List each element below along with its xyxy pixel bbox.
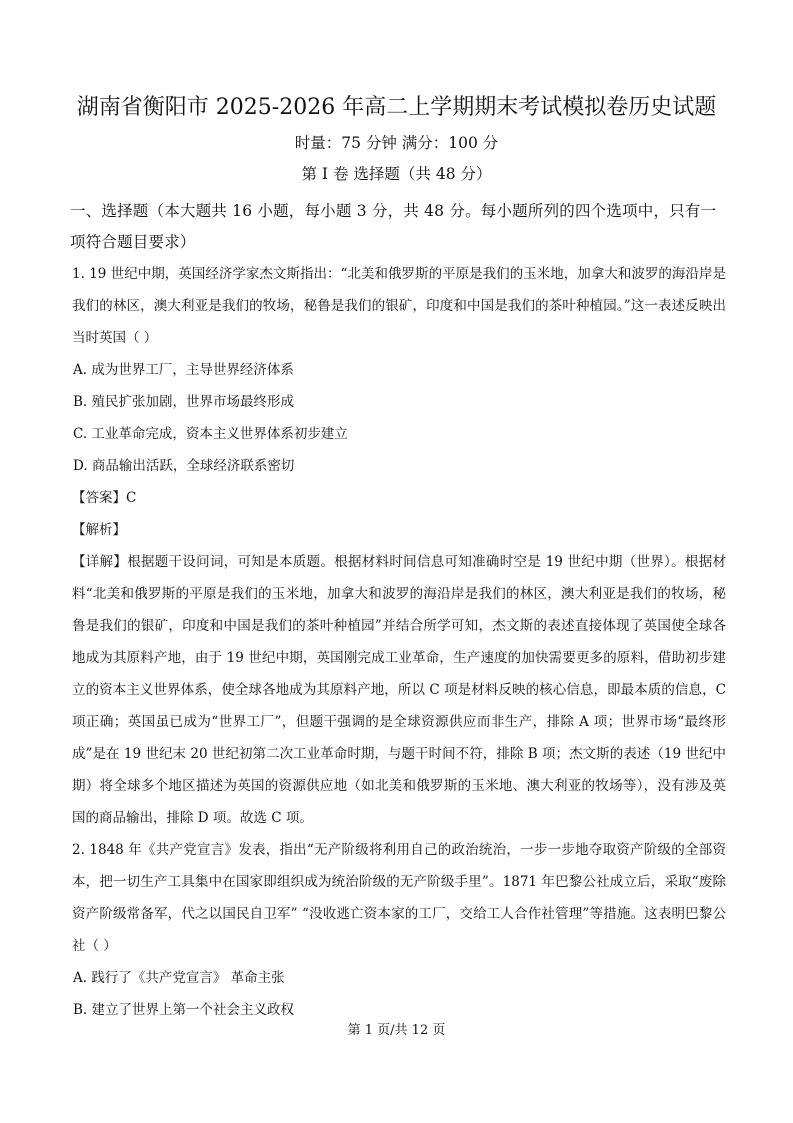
section-heading: 一、选择题（本大题共 16 小题，每小题 3 分，共 48 分。每小题所列的四个选项中，只有一项符合题目要求） bbox=[70, 202, 717, 251]
question-1-stem: 1. 19 世纪中期，英国经济学家杰文斯指出：“北美和俄罗斯的平原是我们的玉米地，加拿大和波罗的海沿岸是我们的林区，澳大利亚是我们的牧场，秘鲁是我们的银矿，印度和中国是我们的茶叶种植园。”这一表述反映出当时英国（ ） bbox=[72, 266, 726, 346]
volume-heading: 第 I 卷 选择题（共 48 分） bbox=[301, 165, 492, 183]
question-1-option-d: D. 商品输出活跃，全球经济联系密切 bbox=[73, 458, 295, 474]
page-title: 湖南省衡阳市 2025-2026 年高二上学期期末考试模拟卷历史试题 bbox=[76, 95, 717, 120]
question-1-answer bbox=[72, 482, 726, 514]
exam-time-and-score: 时量：75 分钟 满分：100 分 bbox=[294, 134, 499, 152]
question-body bbox=[72, 258, 726, 1026]
question-1-analysis-label: 【解析】 bbox=[72, 522, 126, 538]
question-1-option-a: A. 成为世界工厂，主导世界经济体系 bbox=[73, 362, 294, 378]
question-1-option-b: B. 殖民扩张加剧，世界市场最终形成 bbox=[73, 394, 295, 410]
page-footer: 第 1 页/共 12 页 bbox=[347, 1023, 446, 1038]
question-1-option-c: C. 工业革命完成，资本主义世界体系初步建立 bbox=[73, 426, 348, 442]
question-2-option-a: A. 践行了《共产党宣言》 革命主张 bbox=[73, 970, 285, 986]
question-2-option-b: B. 建立了世界上第一个社会主义政权 bbox=[73, 1002, 295, 1018]
answer-label: 【答案】 bbox=[72, 490, 126, 506]
answer-value: C bbox=[126, 490, 137, 506]
question-2-stem: 2. 1848 年《共产党宣言》发表，指出“无产阶级将利用自己的政治统治，一步一步地夺取资产阶级的全部资本，把一切生产工具集中在国家即组织成为统治阶级的无产阶级手里”。1871 年巴黎公社成立后，采取“废除资产阶级常备军，代之以国民自卫军” “没收逃亡资本家的工厂，交给工人合作社管理”等措施。这表明巴黎公社（ ） bbox=[72, 842, 726, 954]
question-1-detail: 【详解】根据题干设问词，可知是本质题。根据材料时间信息可知准确时空是 19 世纪中期（世界）。根据材料“北美和俄罗斯的平原是我们的玉米地，加拿大和波罗的海沿岸是我们的林区，澳大利亚是我们的牧场，秘鲁是我们的银矿，印度和中国是我们的茶叶种植园”并结合所学可知，杰文斯的表述直接体现了英国使全球各地成为其原料产地，由于 19 世纪中期，英国刚完成工业革命，生产速度的加快需要更多的原料，借助初步建立的资本主义世界体系，使全球各地成为其原料产地，所以 C 项是材料反映的核心信息，即最本质的信息，C 项正确；英国虽已成为“世界工厂”，但题干强调的是全球资源供应而非生产，排除 A 项；世界市场“最终形成”是在 19 世纪末 20 世纪初第二次工业革命时期，与题干时间不符，排除 B 项；杰文斯的表述（19 世纪中期）将全球多个地区描述为英国的资源供应地（如北美和俄罗斯的玉米地、澳大利亚的牧场等），没有涉及英国的商品输出，排除 D 项。故选 C 项。 bbox=[72, 554, 726, 826]
